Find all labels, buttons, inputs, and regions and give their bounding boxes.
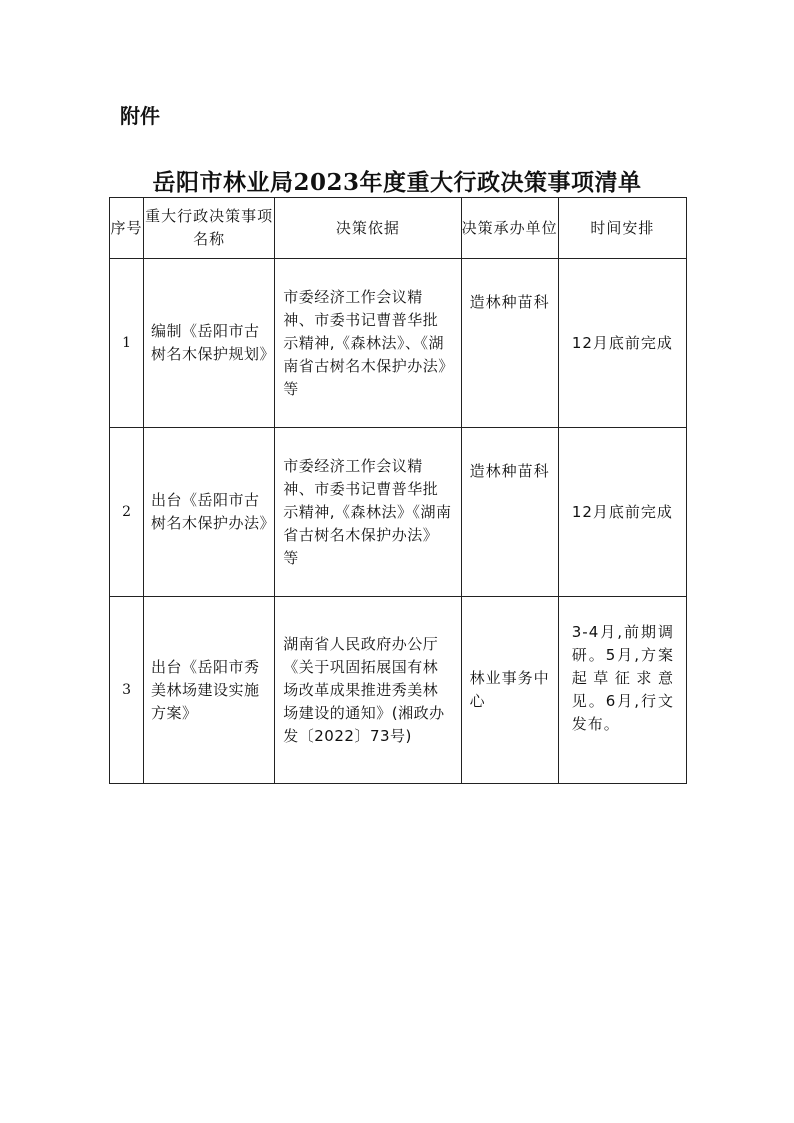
header-time: 时间安排 — [558, 198, 686, 259]
header-basis: 决策依据 — [275, 198, 461, 259]
table-row — [110, 259, 687, 428]
decision-items-table — [109, 197, 687, 784]
header-name: 重大行政决策事项名称 — [144, 198, 275, 259]
decision-basis: 湖南省人民政府办公厅《关于巩固拓展国有林场改革成果推进秀美林场建设的通知》(湘政办发〔2022〕73号) — [275, 597, 461, 784]
header-no: 序号 — [110, 198, 144, 259]
decision-basis: 市委经济工作会议精神、市委书记曹普华批示精神,《森林法》《湖南省古树名木保护办法》等 — [275, 428, 461, 597]
decision-basis: 市委经济工作会议精神、市委书记曹普华批示精神,《森林法》、《湖南省古树名木保护办法》等 — [275, 259, 461, 428]
item-name: 出台《岳阳市古树名木保护办法》 — [144, 428, 275, 597]
table-row — [110, 428, 687, 597]
schedule: 12月底前完成 — [558, 428, 686, 597]
row-number: 2 — [110, 428, 144, 597]
responsible-unit: 造林种苗科 — [461, 259, 558, 428]
row-number: 3 — [110, 597, 144, 784]
schedule: 3-4月,前期调研。5月,方案起草征求意见。6月,行文发布。 — [558, 597, 686, 784]
responsible-unit: 造林种苗科 — [461, 428, 558, 597]
table-header-row — [110, 198, 687, 259]
item-name: 出台《岳阳市秀美林场建设实施方案》 — [144, 597, 275, 784]
attachment-label: 附件 — [120, 104, 160, 128]
schedule: 12月底前完成 — [558, 259, 686, 428]
row-number: 1 — [110, 259, 144, 428]
responsible-unit: 林业事务中心 — [461, 597, 558, 784]
item-name: 编制《岳阳市古树名木保护规划》 — [144, 259, 275, 428]
header-unit: 决策承办单位 — [461, 198, 558, 259]
table-row — [110, 597, 687, 784]
document-title: 岳阳市林业局2023年度重大行政决策事项清单 — [152, 169, 642, 196]
